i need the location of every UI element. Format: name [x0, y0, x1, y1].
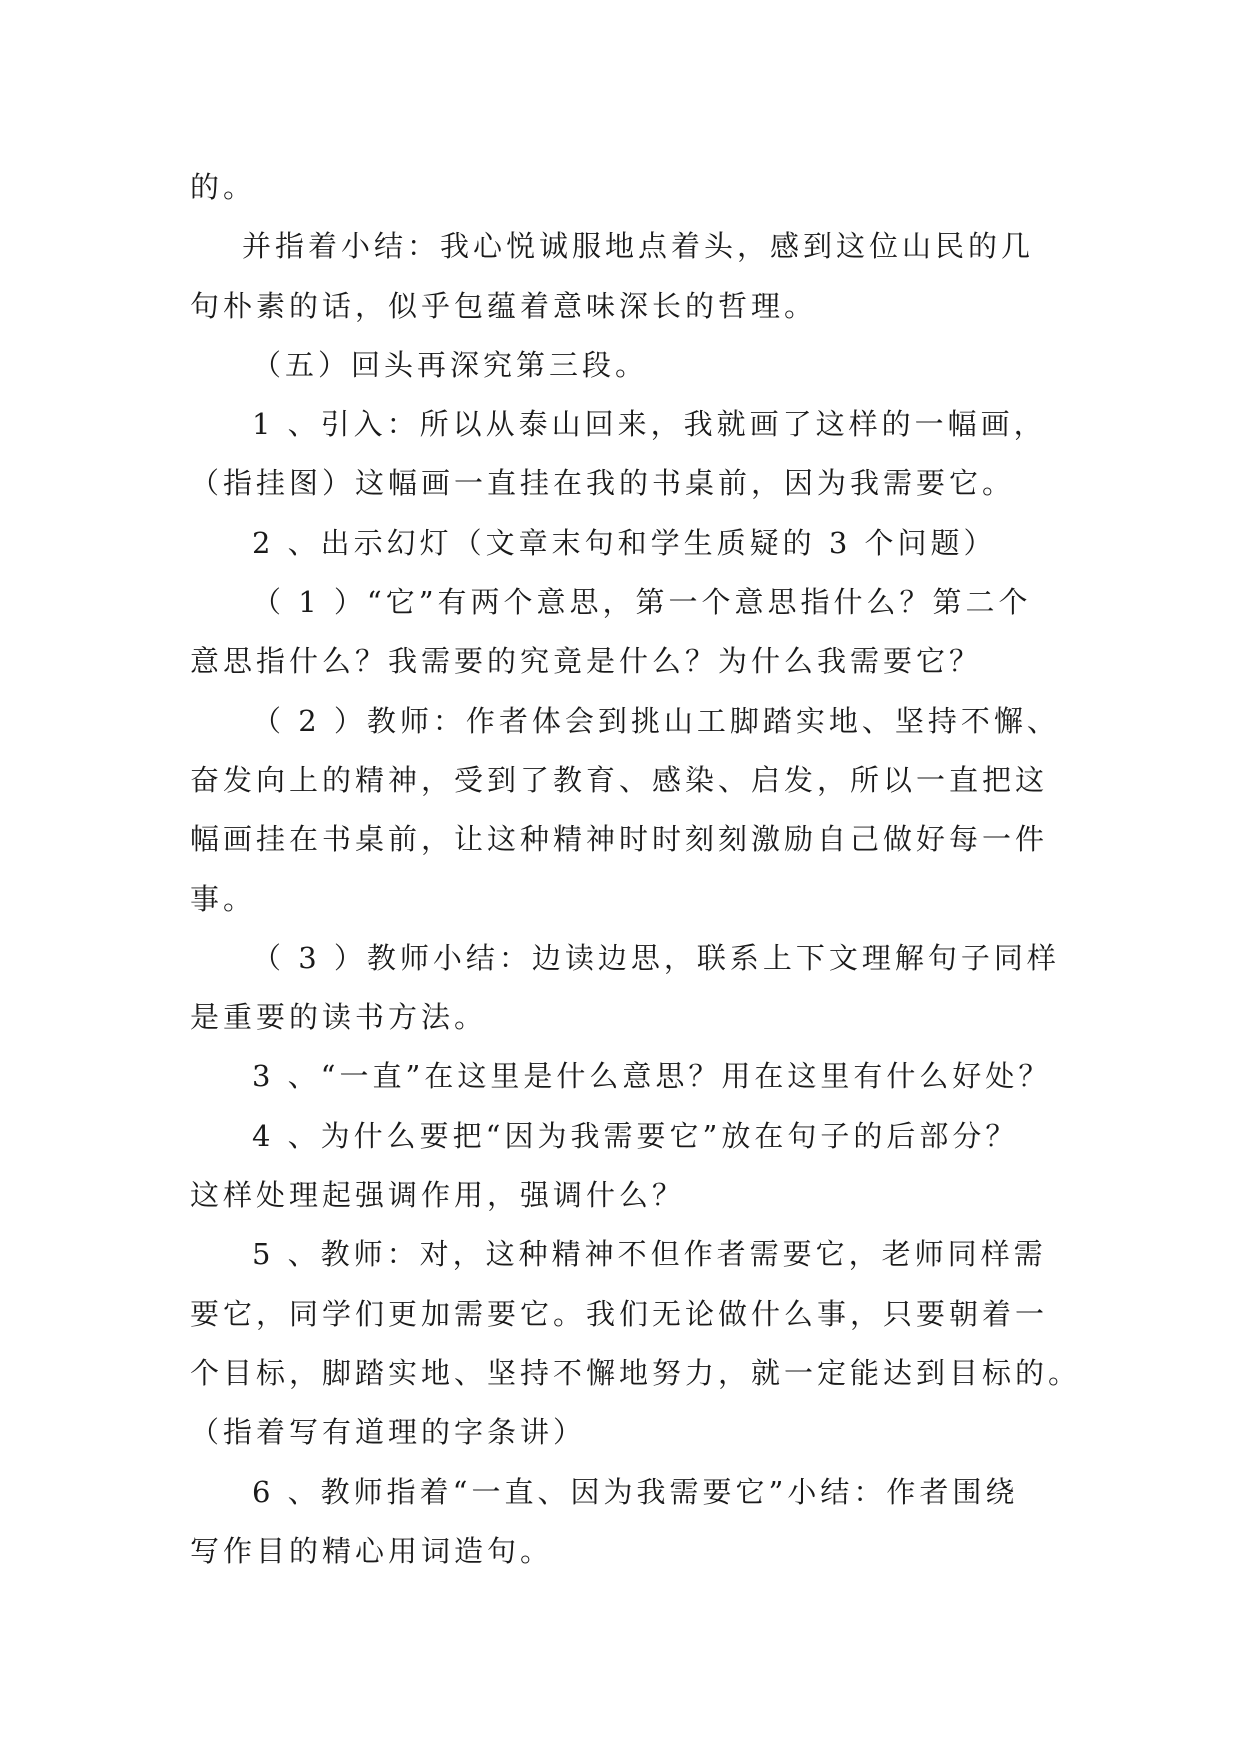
text-line: （ 1 ）“它”有两个意思，第一个意思指什么？第二个 — [252, 585, 1032, 620]
text-line: 的。 — [190, 170, 257, 204]
text-line: （指挂图）这幅画一直挂在我的书桌前，因为我需要它。 — [190, 466, 1016, 501]
text-line: 意思指什么？我需要的究竟是什么？为什么我需要它？ — [190, 644, 983, 679]
text-line: 是重要的读书方法。 — [190, 1000, 488, 1035]
text-line: 1 、引入：所以从泰山回来，我就画了这样的一幅画， — [252, 407, 1047, 442]
text-line: 并指着小结：我心悦诚服地点着头，感到这位山民的几 — [242, 229, 1035, 264]
text-line: （指着写有道理的字条讲） — [190, 1415, 587, 1450]
text-line: 要它，同学们更加需要它。我们无论做什么事，只要朝着一 — [190, 1296, 1049, 1331]
text-line: （ 2 ）教师：作者体会到挑山工脚踏实地、坚持不懈、 — [252, 703, 1060, 738]
body-text — [190, 158, 1082, 1581]
text-line: 4 、为什么要把“因为我需要它”放在句子的后部分？ — [252, 1118, 1019, 1153]
section-heading: （五）回头再深究第三段。 — [252, 347, 649, 382]
text-line: 5 、教师：对，这种精神不但作者需要它，老师同样需 — [252, 1237, 1047, 1272]
text-line: 事。 — [190, 881, 257, 916]
text-line: 个目标，脚踏实地、坚持不懈地努力，就一定能达到目标的。 — [190, 1355, 1082, 1390]
text-line: 写作目的精心用词造句。 — [190, 1533, 554, 1568]
text-line: 句朴素的话，似乎包蕴着意味深长的哲理。 — [190, 288, 818, 323]
text-line: 奋发向上的精神，受到了教育、感染、启发，所以一直把这 — [190, 762, 1049, 797]
text-line: 这样处理起强调作用，强调什么？ — [190, 1178, 686, 1213]
text-line: 幅画挂在书桌前，让这种精神时时刻刻激励自己做好每一件 — [190, 822, 1049, 857]
text-line: （ 3 ）教师小结：边读边思，联系上下文理解句子同样 — [252, 940, 1060, 975]
text-line: 6 、教师指着“一直、因为我需要它”小结：作者围绕 — [252, 1474, 1019, 1509]
text-line: 2 、出示幻灯（文章末句和学生质疑的 3 个问题） — [252, 525, 997, 560]
text-line: 3 、“一直”在这里是什么意思？用在这里有什么好处？ — [252, 1059, 1052, 1094]
